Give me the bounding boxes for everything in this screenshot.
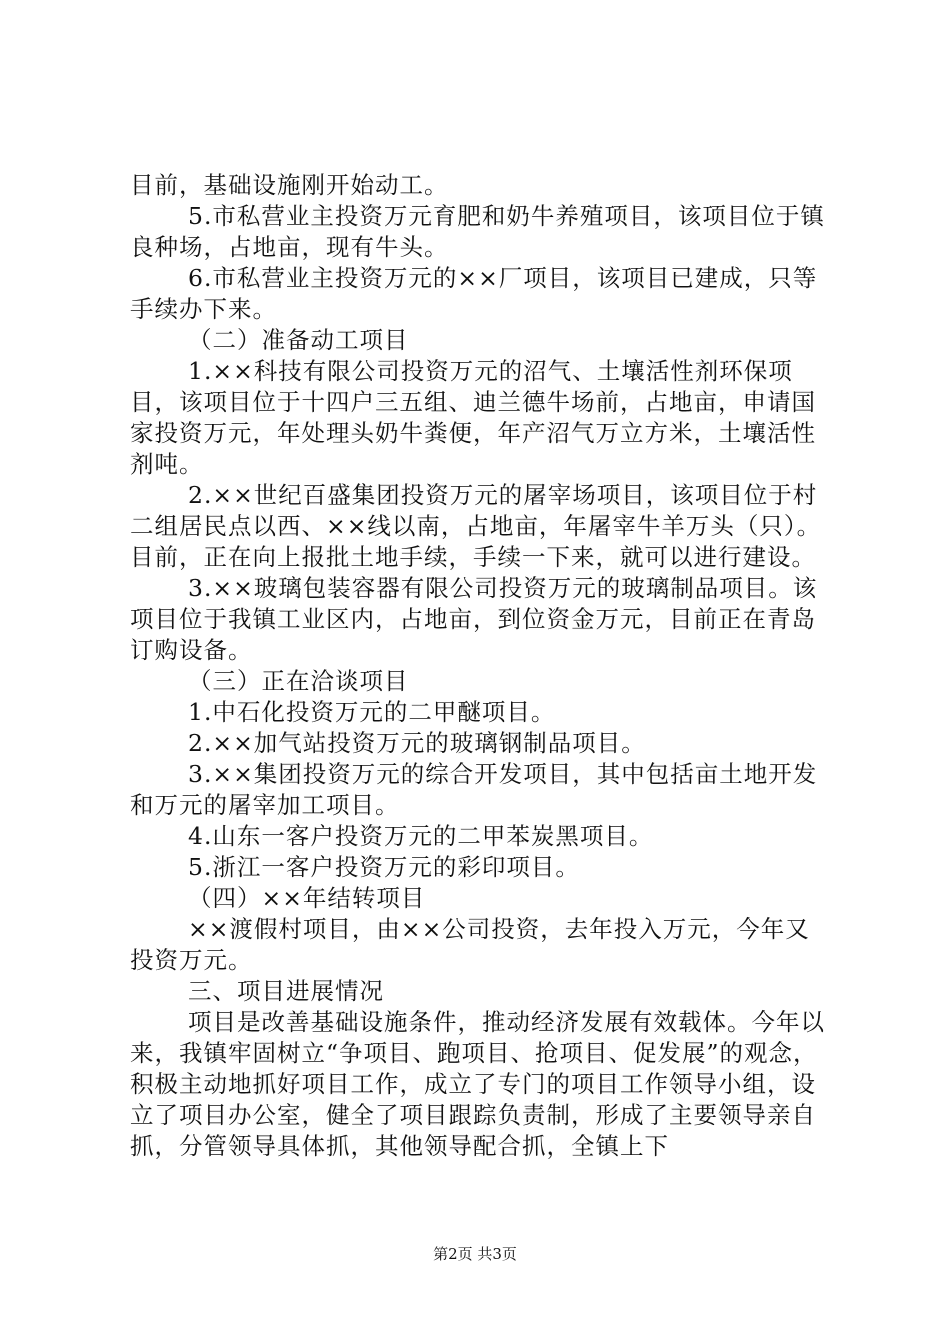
paragraph: 2.××世纪百盛集团投资万元的屠宰场项目，该项目位于村二组居民点以西、××线以南，占地亩，年屠宰牛羊万头（只）。目前，正在向上报批土地手续，手续一下来，就可以进行建设。 (130, 481, 822, 571)
paragraph: 3.××玻璃包装容器有限公司投资万元的玻璃制品项目。该项目位于我镇工业区内，占地亩，到位资金万元，目前正在青岛订购设备。 (130, 574, 818, 664)
paragraph: 1.××科技有限公司投资万元的沼气、土壤活性剂环保项目，该项目位于十四户三五组、迪兰德牛场前，占地亩，申请国家投资万元，年处理头奶牛粪便，年产沼气万立方米，土壤活性剂吨。 (130, 357, 816, 478)
paragraph: 目前，基础设施刚开始动工。 (130, 171, 449, 199)
paragraph: ××渡假村项目，由××公司投资，去年投入万元，今年又投资万元。 (130, 915, 810, 974)
section-heading: （三）正在洽谈项目 (188, 667, 409, 695)
paragraph: 3.××集团投资万元的综合开发项目，其中包括亩土地开发和万元的屠宰加工项目。 (130, 760, 818, 819)
paragraph: 5.市私营业主投资万元育肥和奶牛养殖项目，该项目位于镇良种场，占地亩，现有牛头。 (130, 202, 825, 261)
paragraph: 4.山东一客户投资万元的二甲苯炭黑项目。 (188, 822, 654, 850)
document-body (130, 170, 830, 1162)
section-heading: （二）准备动工项目 (188, 326, 409, 354)
page-number-label: 第2页 共3页 (433, 1245, 517, 1263)
section-heading: 三、项目进展情况 (188, 977, 384, 1005)
paragraph: 项目是改善基础设施条件，推动经济发展有效载体。今年以来，我镇牢固树立“争项目、跑项目、抢项目、促发展”的观念，积极主动地抓好项目工作，成立了专门的项目工作领导小组，设立了项目办公室，健全了项目跟踪负责制，形成了主要领导亲自抓，分管领导具体抓，其他领导配合抓，全镇上下 (130, 1008, 825, 1160)
paragraph: 5.浙江一客户投资万元的彩印项目。 (188, 853, 580, 881)
paragraph: 2.××加气站投资万元的玻璃钢制品项目。 (188, 729, 646, 757)
paragraph: 1.中石化投资万元的二甲醚项目。 (188, 698, 556, 726)
page-footer (0, 1244, 950, 1264)
section-heading: （四）××年结转项目 (188, 884, 426, 912)
paragraph: 6.市私营业主投资万元的××厂项目，该项目已建成，只等手续办下来。 (130, 264, 818, 323)
